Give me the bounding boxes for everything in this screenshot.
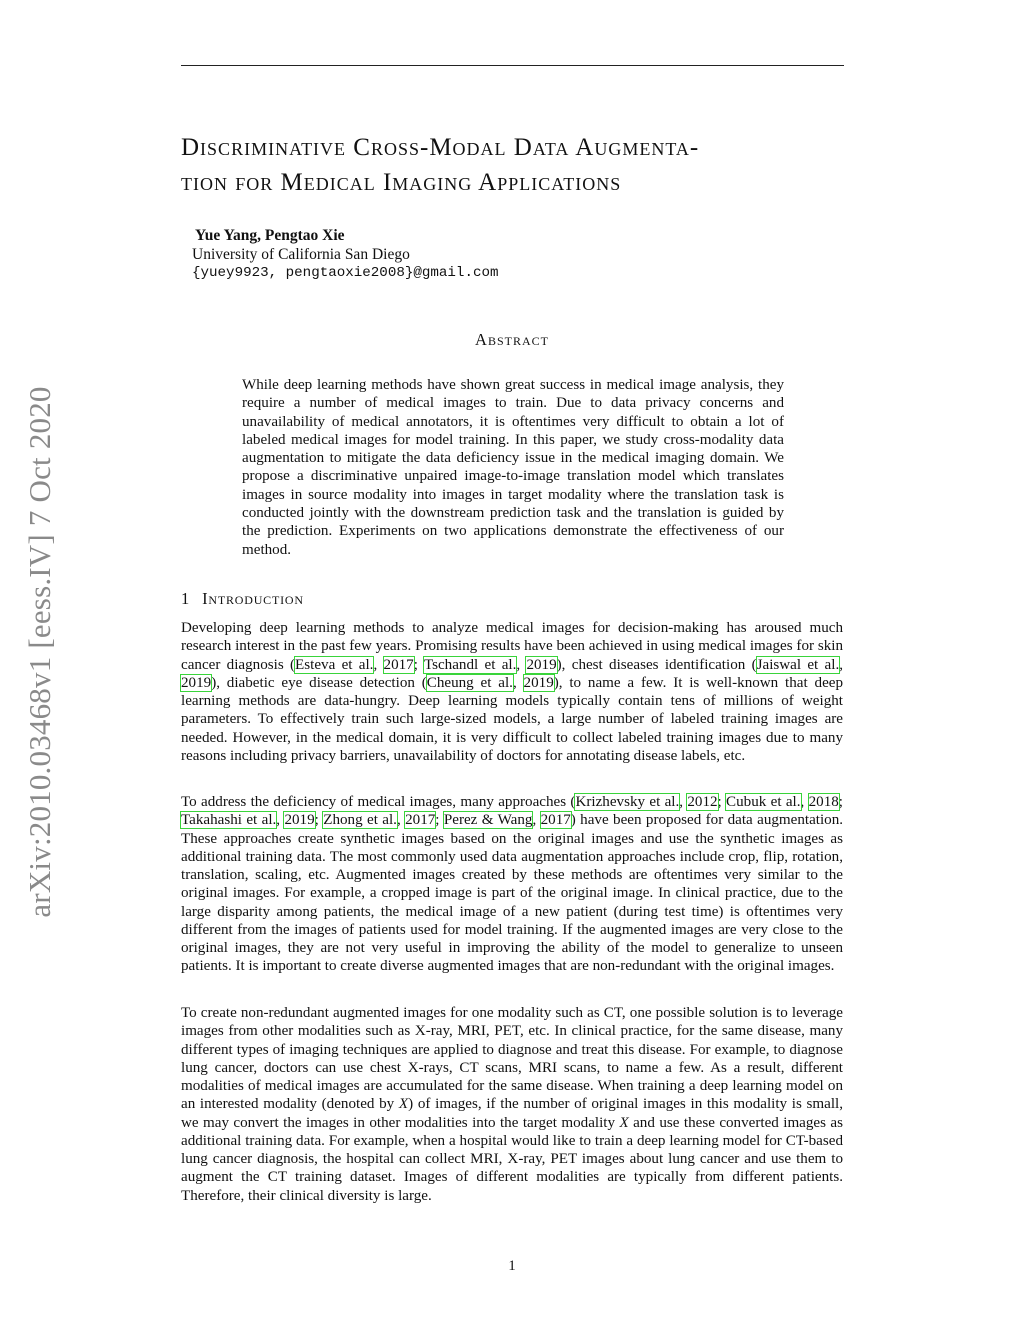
title-line-2: tion for Medical Imaging Applications xyxy=(181,169,622,196)
abstract-heading: Abstract xyxy=(475,330,549,349)
text-run: To address the deficiency of medical images, many approaches ( xyxy=(181,794,576,810)
citation-link[interactable]: Cheung et al. xyxy=(426,674,513,691)
section-heading-introduction xyxy=(181,589,304,609)
affiliation: University of California San Diego xyxy=(192,246,410,263)
text-run: To create non-redundant augmented images for one modality such as CT, one possible solution is to leverage images from other modalities such as X-ray, MRI, PET, etc. In clinical practice, for the same disease, many different types of imaging techniques are applied to diagnose and treat this disease. For example, to diagnose lung cancer, doctors can use chest X-rays, CT scans, MRI scans, to name a few. As a result, different modalities of medical images are accumulated for the same disease. When training a deep learning model on an interested modality (denoted by xyxy=(181,1005,843,1113)
top-rule xyxy=(181,65,844,66)
citation-link[interactable]: Tschandl et al. xyxy=(423,656,517,673)
text-run: , xyxy=(373,656,384,673)
citation-link[interactable]: Cubuk et al. xyxy=(726,794,801,810)
citation-link[interactable]: 2017 xyxy=(383,656,414,673)
citation-link[interactable]: 2019 xyxy=(523,674,554,691)
author-names: Yue Yang, Pengtao Xie xyxy=(195,227,345,244)
author-block xyxy=(192,226,499,283)
citation-link[interactable]: Esteva et al. xyxy=(295,656,374,673)
text-run: , xyxy=(839,656,844,673)
text-run: , xyxy=(276,812,285,829)
title-line-1: Discriminative Cross-Modal Data Augmenta- xyxy=(181,134,700,161)
text-run: ) of images, if the number of original images in this modality is small, we may convert the images in other modalities into the target modality xyxy=(181,1096,843,1131)
arxiv-stamp: arXiv:2010.03468v1 [eess.IV] 7 Oct 2020 xyxy=(22,386,57,918)
text-run: ; xyxy=(435,812,444,829)
citation-link[interactable]: 2019 xyxy=(526,656,557,673)
paper-title xyxy=(181,130,851,200)
text-run: , xyxy=(516,656,527,673)
math-variable: X xyxy=(619,1114,629,1131)
citation-link[interactable]: Jaiswal et al. xyxy=(756,656,840,673)
text-run: ; xyxy=(413,656,424,673)
citation-link[interactable]: 2018 xyxy=(808,794,839,810)
text-run: ), chest diseases identification ( xyxy=(556,656,757,673)
text-run: ; xyxy=(314,812,324,829)
citation-link[interactable]: Krizhevsky et al. xyxy=(575,794,680,810)
section-title: Introduction xyxy=(202,589,304,608)
text-run: ), diabetic eye disease detection ( xyxy=(211,674,427,691)
page-number: 1 xyxy=(508,1258,516,1274)
text-run: , xyxy=(679,794,688,810)
citation-link[interactable]: Perez & Wang xyxy=(443,812,533,829)
text-run: ; xyxy=(838,794,843,810)
citation-link[interactable]: 2012 xyxy=(687,794,718,810)
section-number: 1 xyxy=(181,589,191,608)
citation-link[interactable]: Zhong et al. xyxy=(323,812,397,829)
citation-link[interactable]: 2017 xyxy=(405,812,436,829)
text-run: ; xyxy=(717,794,727,810)
intro-paragraph-3 xyxy=(181,1004,843,1205)
abstract-body: While deep learning methods have shown great success in medical image analysis, they require a number of medical images to train. Due to data privacy concerns and unavailability of medical annotators, it is oftentimes very difficult to obtain a lot of labeled medical images for model training. In this paper, we study cross-modality data augmentation to mitigate the data deficiency issue in the medical imaging domain. We propose a discriminative unpaired image-to-image translation model which translates images in source modality into images in target modality where the translation task is conducted jointly with the downstream prediction task and the translation is guided by the prediction. Experiments on two applications demonstrate the effectiveness of our method. xyxy=(242,377,784,558)
author-email: {yuey9923, pengtaoxie2008}@gmail.com xyxy=(192,265,499,281)
intro-paragraph-2 xyxy=(181,793,843,976)
text-run: ), to name a few. It is well-known that deep learning methods are data-hungry. Deep learning models typically contain tens of millions of weight parameters. To effectively train such large-sized models, a large number of labeled training images are needed. However, in the medical domain, it is very difficult to collect labeled training images due to many reasons including privacy barriers, unavailability of doctors for annotating disease labels, etc. xyxy=(181,674,844,764)
text-run: , xyxy=(800,794,809,810)
text-run: Developing deep learning methods to analyze medical images for decision-making has aroused much research interest in the past few years. Promising results have been achieved in using medical images for skin cancer diagnosis ( xyxy=(181,620,843,673)
citation-link[interactable]: Takahashi et al. xyxy=(181,812,277,829)
citation-link[interactable]: 2019 xyxy=(181,674,212,691)
text-run: , xyxy=(396,812,406,829)
text-run: , xyxy=(512,674,524,691)
citation-link[interactable]: 2019 xyxy=(284,812,315,829)
citation-link[interactable]: 2017 xyxy=(540,812,571,829)
math-variable: X xyxy=(398,1096,409,1113)
intro-paragraph-1 xyxy=(181,619,843,765)
text-run: and use these converted images as additional training data. For example, when a hospital would like to train a deep learning model for CT-based lung cancer diagnosis, the hospital can collect MRI, X-ray, PET images about lung cancer and use them to augment the CT training dataset. Images of different modalities are typically from different patients. Therefore, their clinical diversity is large. xyxy=(181,1114,843,1204)
text-run: ) have been proposed for data augmentation. These approaches create synthetic images based on the original images and use the synthetic images as additional training data. The most commonly used data augmentation approaches include crop, flip, rotation, translation, scaling, etc. Augmented images created by these methods are oftentimes very similar to the original images. For example, a cropped image is part of the original image. In clinical practice, due to the large disparity among patients, the medical image of a new patient (during test time) is oftentimes very different from the images of patients used for model training. If the augmented images are very close to the original images, they are not very useful in improving the ability of the model to generalize to unseen patients. It is important to create diverse augmented images that are non-redundant with the original images. xyxy=(181,812,844,975)
text-run: , xyxy=(532,812,541,829)
